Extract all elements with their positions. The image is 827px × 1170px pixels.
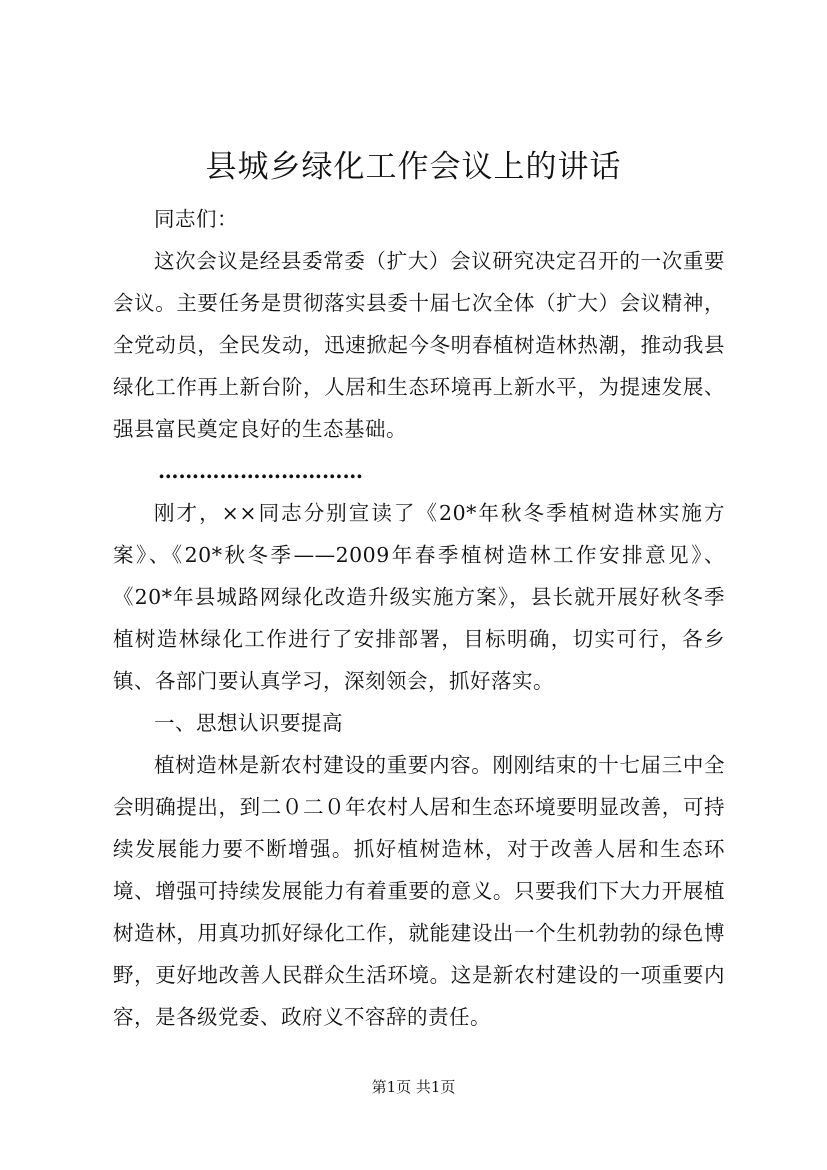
section-heading-1: 一、思想认识要提高: [154, 711, 343, 735]
paragraph-intro: 这次会议是经县委常委（扩大）会议研究决定召开的一次重要会议。主要任务是贯彻落实县委十届七次全体（扩大）会议精神，全党动员，全民发动，迅速掀起今冬明春植树造林热潮，推动我县绿化工作再上新台阶，人居和生态环境再上新水平，为提速发展、强县富民奠定良好的生态基础。: [113, 249, 725, 441]
salutation: 同志们：: [154, 207, 238, 231]
paragraph-section-1: 植树造林是新农村建设的重要内容。刚刚结束的十七届三中全会明确提出，到二０二０年农村人居和生态环境要明显改善，可持续发展能力要不断增强。抓好植树造林，对于改善人居和生态环境、增强可持续发展能力有着重要的意义。只要我们下大力开展植树造林，用真功抓好绿化工作，就能建设出一个生机勃勃的绿色博野，更好地改善人民群众生活环境。这是新农村建设的一项重要内容，是各级党委、政府义不容辞的责任。: [113, 753, 725, 1029]
ellipsis-separator: …………………………: [158, 459, 363, 483]
page-title: 县城乡绿化工作会议上的讲话: [205, 149, 622, 185]
document-body: [113, 198, 725, 1038]
paragraph-plans: 刚才，××同志分别宣读了《20*年秋冬季植树造林实施方案》、《20*秋冬季——2009年春季植树造林工作安排意见》、《20*年县城路网绿化改造升级实施方案》，县长就开展好秋冬季植树造林绿化工作进行了安排部署，目标明确，切实可行，各乡镇、各部门要认真学习，深刻领会，抓好落实。: [113, 501, 725, 693]
page-footer: 第1页 共1页: [371, 1078, 456, 1096]
